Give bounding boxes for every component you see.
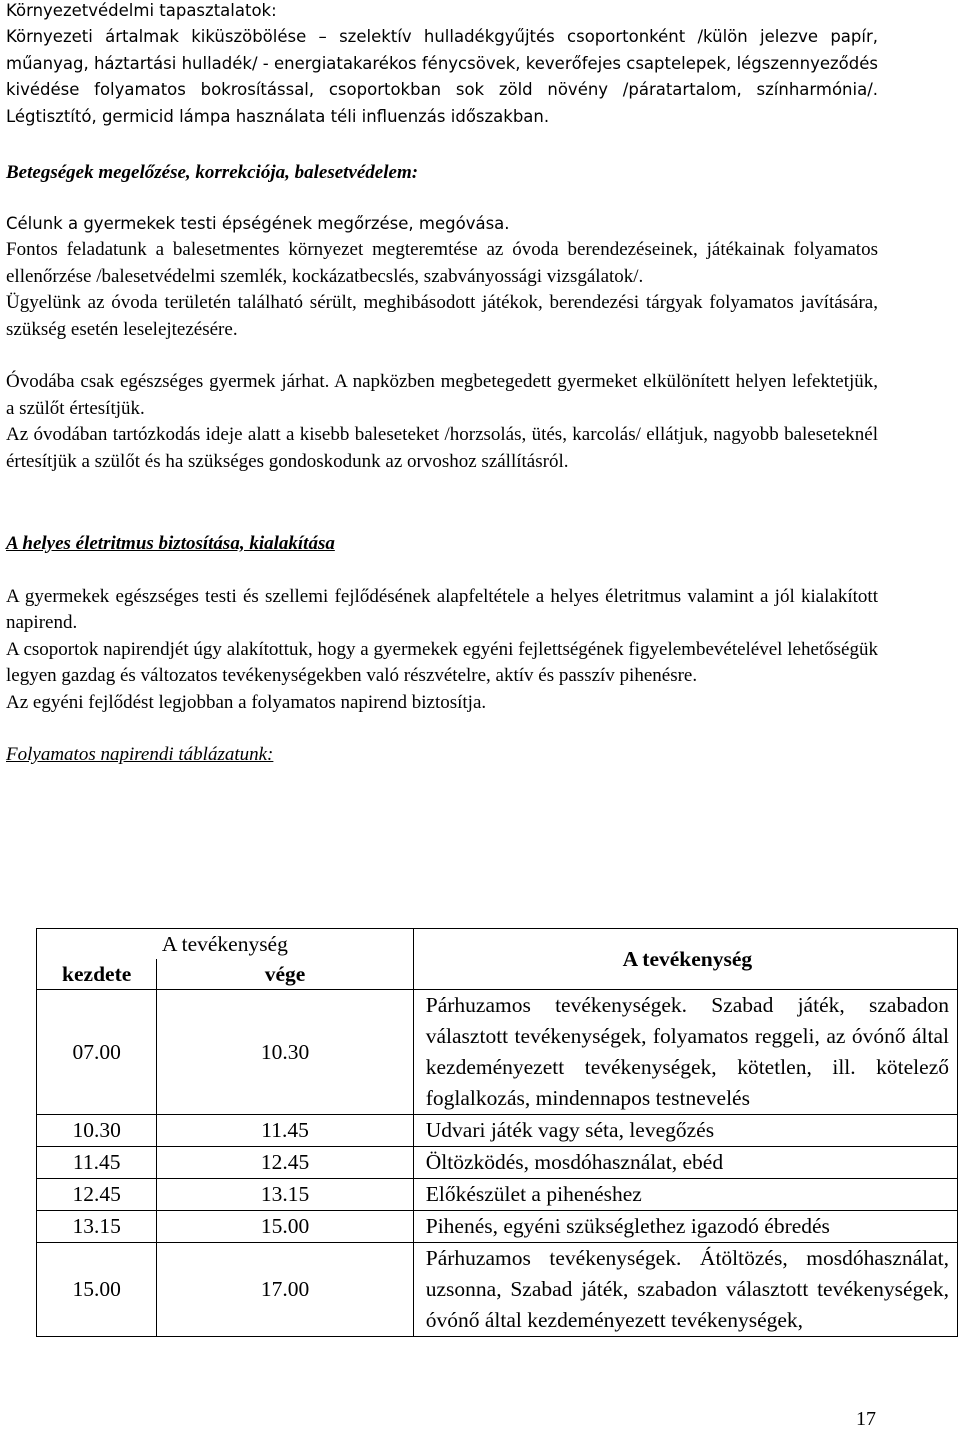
- row-end: 13.15: [157, 1179, 413, 1211]
- document-page: [6, 0, 878, 769]
- row-start: 10.30: [37, 1115, 157, 1147]
- header-activity: A tevékenység: [413, 929, 957, 990]
- table-row: [37, 1115, 958, 1147]
- prevention-intro: Célunk a gyermekek testi épségének megőrzése, megóvása.: [6, 213, 510, 233]
- environment-title: Környezetvédelmi tapasztalatok:: [6, 1, 277, 20]
- environment-paragraph: Környezeti ártalmak kiküszöbölése – szelektív hulladékgyűjtés csoportonként /külön jelezve papír, műanyag, háztartási hulladék/ - energiatakarékos fénycsövek, keverőfejes csaptelepek, légszennyeződés kivédése folyamatos bokrosítással, csoportokban sok zöld növény /páratartalom, színharmónia/. Légtisztító, germicid lámpa használata téli influenzás időszakban.: [6, 27, 878, 126]
- row-start: 13.15: [37, 1211, 157, 1243]
- prevention-paragraph-1: Fontos feladatunk a balesetmentes környezet megteremtése az óvoda berendezéseinek, játékainak folyamatos ellenőrzése /balesetvédelmi szemlék, kockázatbecslés, szabványossági vizsgálatok/.: [6, 239, 878, 287]
- row-start: 15.00: [37, 1243, 157, 1337]
- row-activity: Párhuzamos tevékenységek. Szabad játék, szabadon választott tevékenységek, folyamatos reggeli, az óvónő által kezdeményezett tevékenységek, kötetlen, ill. kötelező foglalkozás, mindennapos testnevelés: [413, 990, 957, 1115]
- schedule-table: [36, 928, 958, 1337]
- page-number: 17: [856, 1408, 876, 1430]
- rhythm-heading: A helyes életritmus biztosítása, kialakítása: [6, 533, 335, 554]
- row-start: 07.00: [37, 990, 157, 1115]
- row-activity: Udvari játék vagy séta, levegőzés: [413, 1115, 957, 1147]
- rhythm-paragraph-3: Az egyéni fejlődést legjobban a folyamatos napirend biztosítja.: [6, 691, 487, 713]
- row-end: 15.00: [157, 1211, 413, 1243]
- row-end: 10.30: [157, 990, 413, 1115]
- table-row: [37, 1147, 958, 1179]
- rhythm-paragraph-2: A csoportok napirendjét úgy alakítottuk, hogy a gyermekek egyéni fejlettségének figyelembevételével lehetőségük legyen gazdag és változatos tevékenységekben való részvételre, aktív és passzív pihenésre.: [6, 638, 878, 686]
- header-start: kezdete: [37, 959, 157, 990]
- row-end: 11.45: [157, 1115, 413, 1147]
- table-row: [37, 1243, 958, 1337]
- header-end: vége: [157, 959, 413, 990]
- row-activity: Párhuzamos tevékenységek. Átöltözés, mosdóhasználat, uzsonna, Szabad játék, szabadon választott tevékenységek, óvónő által kezdeményezett tevékenységek,: [413, 1243, 957, 1337]
- row-start: 11.45: [37, 1147, 157, 1179]
- schedule-table-title: [6, 742, 878, 769]
- prevention-paragraph-2: Ügyelünk az óvoda területén található sérült, meghibásodott játékok, berendezési tárgyak folyamatos javítására, szükség esetén leselejtezésére.: [6, 292, 878, 340]
- table-row: [37, 1211, 958, 1243]
- row-activity: Pihenés, egyéni szükséglethez igazodó ébredés: [413, 1211, 957, 1243]
- prevention-paragraph-3: Óvodába csak egészséges gyermek járhat. A napközben megbetegedett gyermeket elkülönített helyen lefektetjük, a szülőt értesítjük.: [6, 371, 878, 419]
- row-activity: Öltözködés, mosdóhasználat, ebéd: [413, 1147, 957, 1179]
- schedule-table-title-text: Folyamatos napirendi táblázatunk:: [6, 744, 274, 765]
- row-end: 17.00: [157, 1243, 413, 1337]
- prevention-paragraph-4: Az óvodában tartózkodás ideje alatt a kisebb baleseteket /horzsolás, ütés, karcolás/ ellátjuk, nagyobb baleseteknél értesítjük a szülőt és ha szükséges gondoskodunk az orvoshoz szállításról.: [6, 424, 878, 472]
- prevention-heading: Betegségek megelőzése, korrekciója, balesetvédelem:: [6, 162, 419, 183]
- row-activity: Előkészület a pihenéshez: [413, 1179, 957, 1211]
- rhythm-paragraph-1: A gyermekek egészséges testi és szellemi fejlődésének alapfeltétele a helyes életritmus valamint a jól kialakított napirend.: [6, 585, 878, 633]
- row-end: 12.45: [157, 1147, 413, 1179]
- table-row: [37, 990, 958, 1115]
- schedule-header-row: [37, 929, 958, 960]
- row-start: 12.45: [37, 1179, 157, 1211]
- header-activity-group: A tevékenység: [37, 929, 414, 960]
- table-row: [37, 1179, 958, 1211]
